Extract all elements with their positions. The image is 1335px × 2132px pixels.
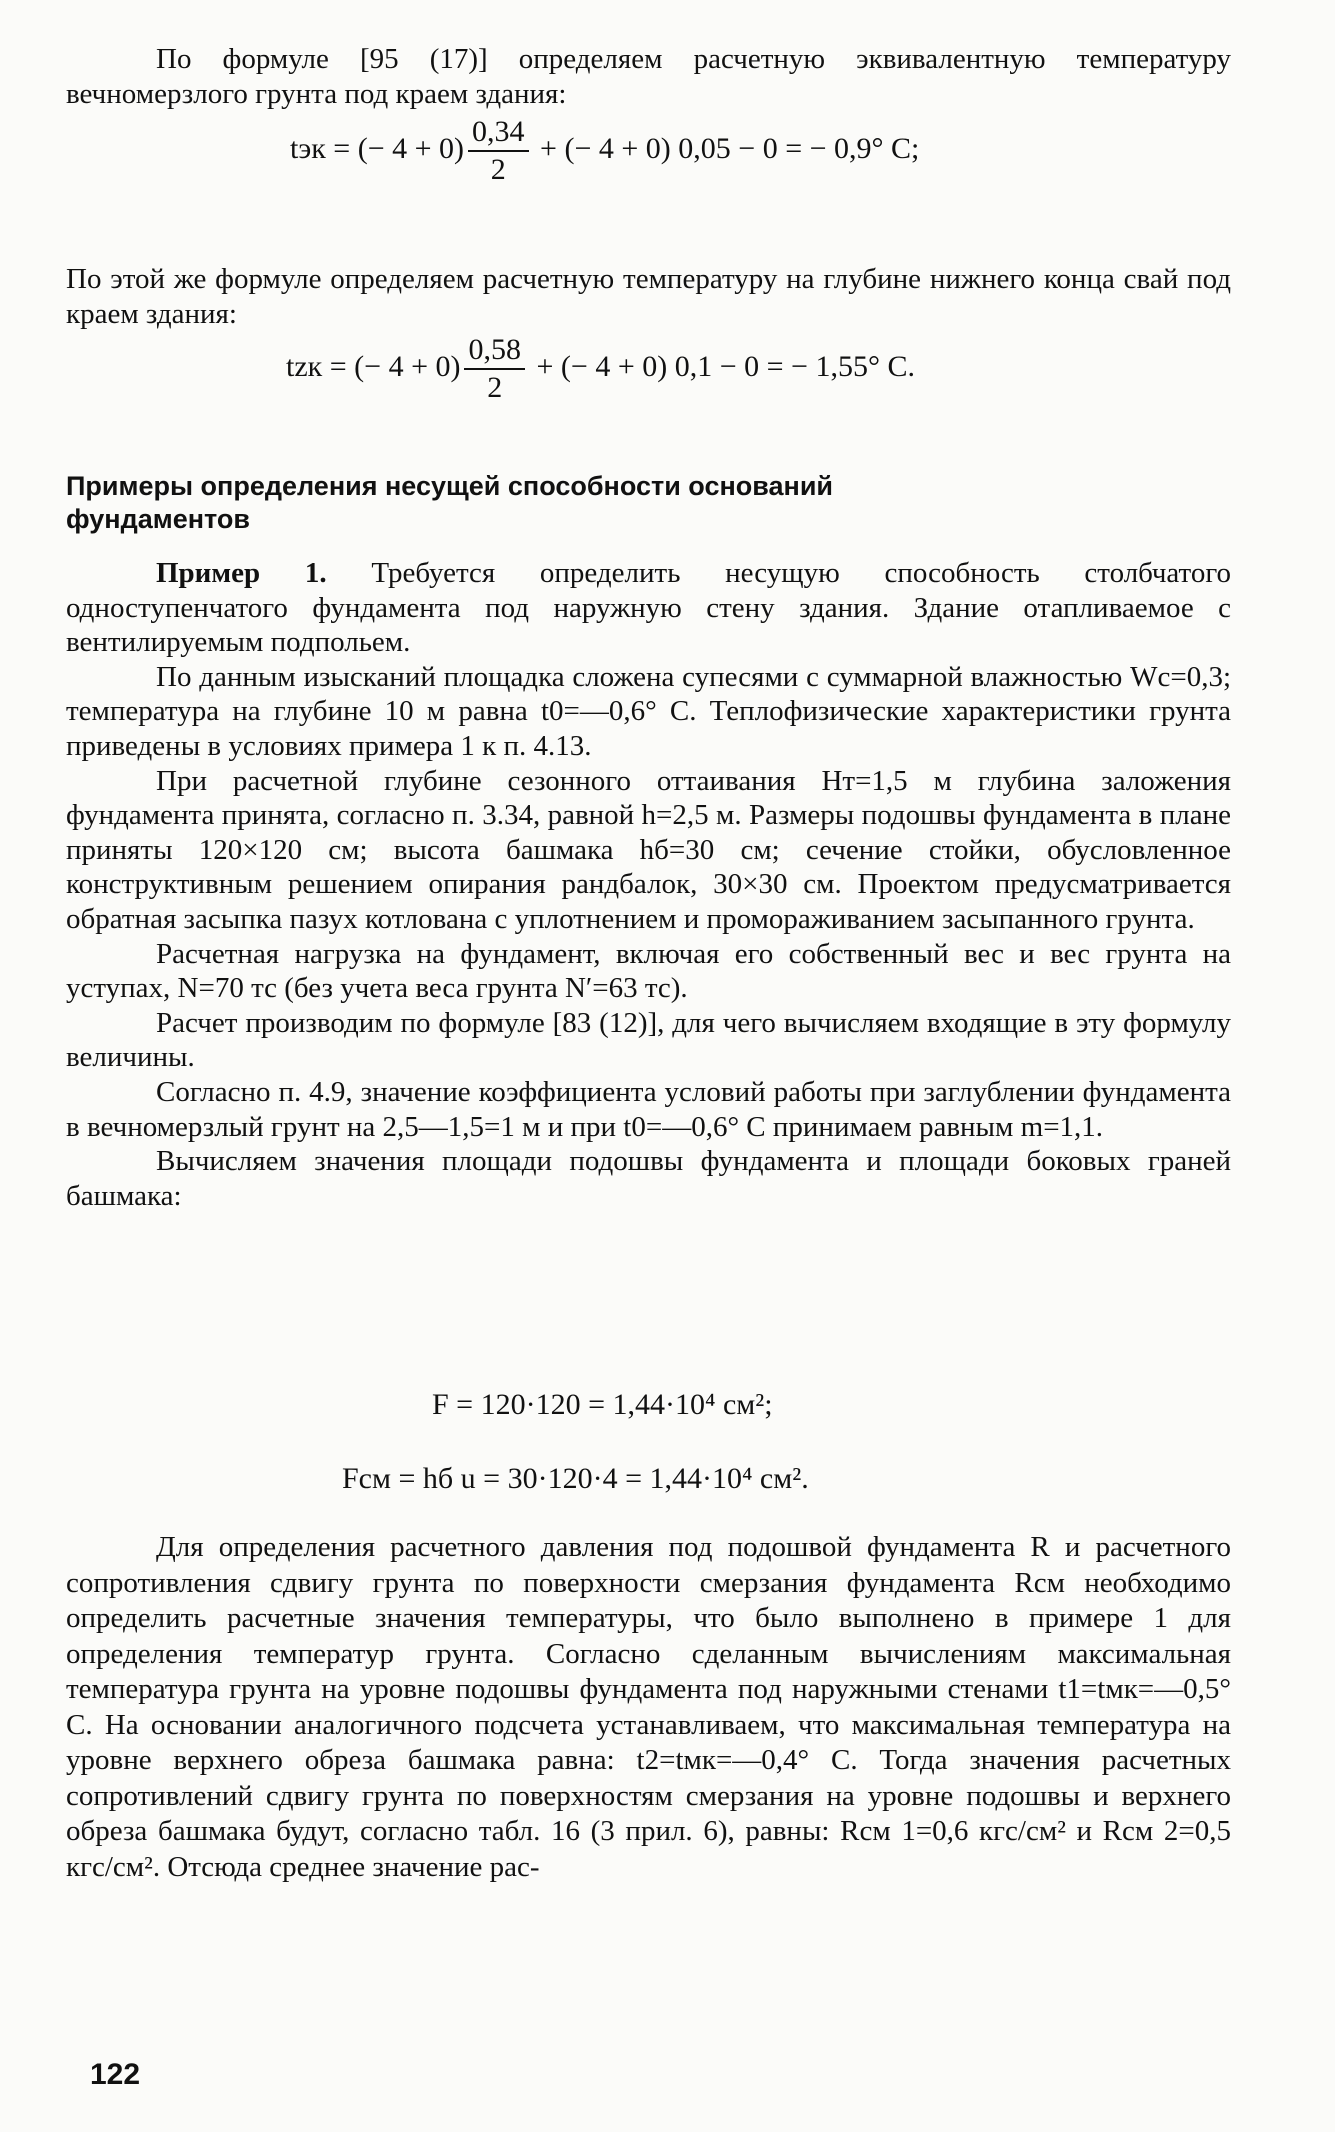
page-number: 122 [90, 2058, 141, 2091]
example-paragraph: Пример 1. Требуется определить несущую способность столбчатого одноступенчатого фундамента под наружную стену здания. Здание отапливаемое с вентилируемым подпольем. [66, 557, 1232, 659]
formula-area-base: F = 120·120 = 1,44·10⁴ см²; [432, 1388, 773, 1421]
formula-area-sides: Fсм = hб u = 30·120·4 = 1,44·10⁴ см². [342, 1462, 809, 1495]
formula-equivalent-temperature: tэк = (− 4 + 0) $\frac{0,34}{2}$ + (− 4 + 0) 0,05 − 0 = − 0,9° С; [290, 115, 920, 186]
example-body: Пример 1. Требуется определить несущую способность столбчатого одноступенчатого фундамента под наружную стену здания. Здание отапливаемое с вентилируемым подпольем. По данным изысканий площадка сложена супесями с суммарной влажностью Wc=0,3; температура на глубине 10 м равна t0=—0,6° С. Теплофизические характеристики грунта приведены в условиях примера 1 к п. 4.13. При расчетной глубине сезонного оттаивания Hт=1,5 м глубина заложения фундамента принята, согласно п. 3.34, равной h=2,5 м. Размеры подошвы фундамента в плане приняты 120×120 см; высота башмака hб=30 см; сечение стойки, обусловленное конструктивным решением опирания рандбалок, 30×30 см. Проектом предусматривается обратная засыпка пазух котлована с уплотнением и промораживанием засыпанного грунта. Расчетная нагрузка на фундамент, включая его собственный вес и вес грунта на уступах, N=70 тс (без учета веса грунта N′=63 тс). Расчет производим по формуле [83 (12)], для чего вычисляем входящие в эту формулу величины. Согласно п. 4.9, значение коэффициента условий работы при заглублении фундамента в вечномерзлый грунт на 2,5—1,5=1 м и при t0=—0,6° С принимаем равным m=1,1. Вычисляем значения площади подошвы фундамента и площади боковых граней башмака: [66, 557, 1232, 1212]
fraction: $\frac{0,34}{2}$ [468, 114, 529, 188]
final-paragraph: Для определения расчетного давления под подошвой фундамента R и расчетного сопротивления сдвигу грунта по поверхности смерзания фундамента Rсм необходимо определить расчетные значения температуры, что было выполнено в примере 1 для определения температур грунта. Согласно сделанным вычислениям максимальная температура грунта на уровне подошвы фундамента под наружными стенами t1=tмк=—0,5° С. На основании аналогичного подсчета устанавливаем, что максимальная температура на уровне верхнего обреза башмака равна: t2=tмк=—0,4° С. Тогда значения расчетных сопротивлений сдвигу грунта по поверхностям смерзания на уровне подошвы и верхнего обреза башмака будут, согласно табл. 16 (3 прил. 6), равны: Rсм 1=0,6 кгс/см² и Rсм 2=0,5 кгс/см². Отсюда среднее значение рас- [66, 1531, 1231, 1883]
intro-paragraph-2: По этой же формуле определяем расчетную температуру на глубине нижнего конца свай под краем здания: [66, 263, 1231, 330]
section-heading: Примеры определения несущей способности оснований фундаментов [66, 471, 834, 534]
intro-paragraph-1: По формуле [95 (17)] определяем расчетную эквивалентную температуру вечномерзлого грунта под краем здания: [66, 43, 1231, 110]
formula-depth-temperature: tzк = (− 4 + 0) $\frac{0,58}{2}$ + (− 4 + 0) 0,1 − 0 = − 1,55° С. [286, 333, 915, 404]
fraction: $\frac{0,58}{2}$ [464, 332, 525, 406]
